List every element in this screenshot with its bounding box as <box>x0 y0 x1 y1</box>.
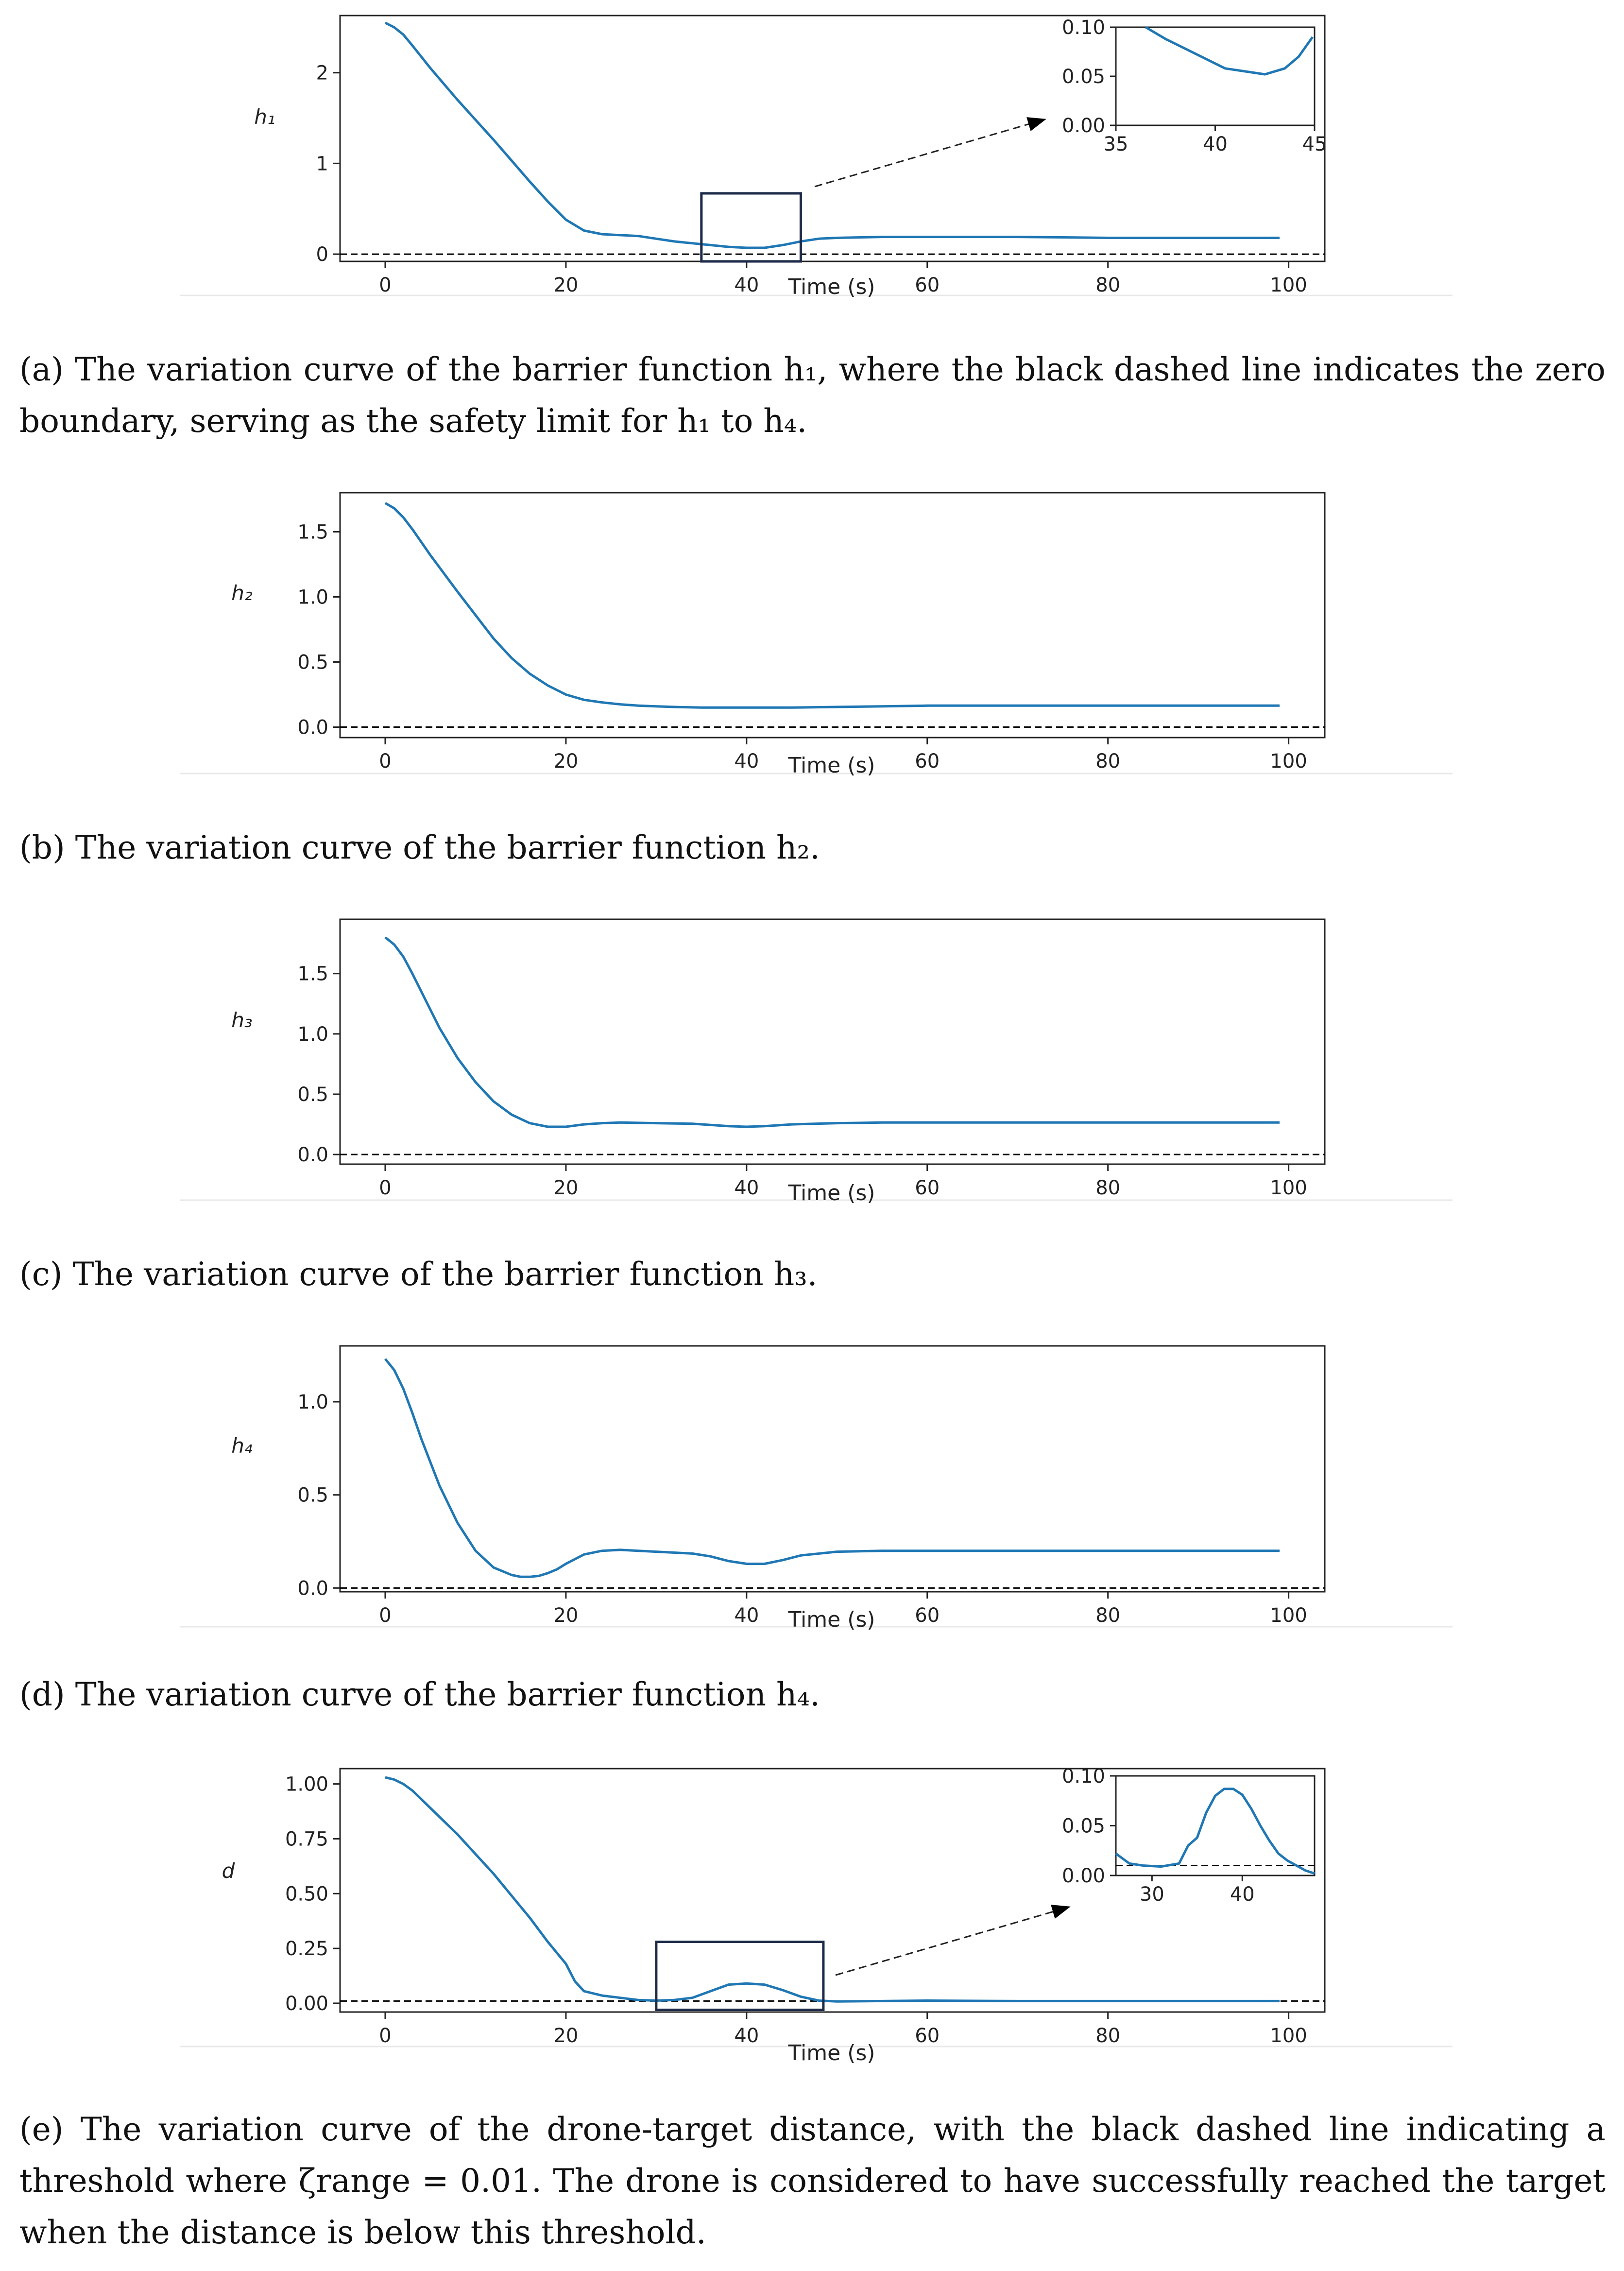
inset-x-tick-label: 30 <box>1139 1883 1164 1906</box>
x-tick-label: 40 <box>734 1177 759 1199</box>
x-axis-label: Time (s) <box>788 1181 875 1205</box>
y-tick-label: 1.0 <box>297 1023 328 1046</box>
x-tick-label: 0 <box>379 2025 392 2047</box>
x-axis-label: Time (s) <box>788 753 875 778</box>
y-tick-label: 0.0 <box>297 716 328 739</box>
y-tick-label: 0.50 <box>285 1883 328 1906</box>
y-tick-label: 0 <box>316 243 328 266</box>
chart-panel-c <box>180 919 1453 1205</box>
series-line-b <box>385 503 1280 707</box>
x-tick-label: 40 <box>734 2025 759 2047</box>
inset-y-tick-label: 0.05 <box>1061 1815 1105 1838</box>
inset-y-tick-label: 0.00 <box>1061 1865 1105 1887</box>
x-tick-label: 20 <box>553 274 579 296</box>
zoom-arrow-line <box>836 1907 1069 1975</box>
x-tick-label: 60 <box>915 1177 940 1199</box>
y-tick-label: 0.5 <box>297 1484 328 1507</box>
y-axis-label: d <box>222 1859 235 1883</box>
y-tick-label: 1 <box>316 153 328 175</box>
inset-e <box>836 1765 1315 1975</box>
inset-frame <box>1116 27 1315 125</box>
y-tick-label: 1.0 <box>297 586 328 609</box>
y-axis-label: h₄ <box>231 1434 253 1458</box>
inset-y-tick-label: 0.00 <box>1061 115 1105 137</box>
y-tick-label: 1.00 <box>285 1773 328 1796</box>
inset-x-tick-label: 45 <box>1302 133 1327 155</box>
x-tick-label: 40 <box>734 274 759 296</box>
y-tick-label: 0.00 <box>285 1992 328 2015</box>
x-tick-label: 60 <box>915 1604 940 1627</box>
x-tick-label: 100 <box>1270 1604 1307 1627</box>
y-tick-label: 1.0 <box>297 1391 328 1413</box>
inset-a <box>815 17 1327 187</box>
inset-y-tick-label: 0.05 <box>1061 66 1105 88</box>
x-tick-label: 40 <box>734 1604 759 1627</box>
y-tick-label: 0.0 <box>297 1144 328 1167</box>
inset-x-tick-label: 40 <box>1230 1883 1255 1906</box>
caption-a: (a) The variation curve of the barrier function h₁, where the black dashed line indicates the zero boundary, serving as the safety limit for h₁ to h₄. <box>19 351 1606 440</box>
x-tick-label: 80 <box>1095 1604 1121 1627</box>
y-tick-label: 1.5 <box>297 521 328 544</box>
caption-c: (c) The variation curve of the barrier function h₃. <box>19 1256 818 1293</box>
zoom-arrow-head <box>1026 117 1046 131</box>
y-axis-label: h₃ <box>231 1008 253 1032</box>
y-tick-label: 1.5 <box>297 963 328 985</box>
zoom-box <box>701 193 801 261</box>
y-axis-label: h₁ <box>254 105 275 129</box>
caption-b: (b) The variation curve of the barrier function h₂. <box>19 829 820 866</box>
y-tick-label: 0.75 <box>285 1828 328 1851</box>
chart-panel-a <box>180 16 1453 299</box>
x-tick-label: 0 <box>379 750 392 773</box>
x-tick-label: 80 <box>1095 274 1121 296</box>
x-tick-label: 0 <box>379 1604 392 1627</box>
x-tick-label: 80 <box>1095 750 1121 773</box>
x-tick-label: 20 <box>553 2025 579 2047</box>
x-tick-label: 60 <box>915 2025 940 2047</box>
y-tick-label: 0.0 <box>297 1577 328 1600</box>
y-tick-label: 0.5 <box>297 1084 328 1106</box>
caption-d: (d) The variation curve of the barrier function h₄. <box>19 1676 820 1713</box>
x-tick-label: 0 <box>379 1177 392 1199</box>
inset-y-tick-label: 0.10 <box>1061 17 1105 39</box>
zoom-arrow-head <box>1051 1905 1071 1919</box>
series-line-d <box>385 1359 1280 1577</box>
x-tick-label: 20 <box>553 1604 579 1627</box>
inset-y-tick-label: 0.10 <box>1061 1765 1105 1788</box>
x-axis-label: Time (s) <box>788 275 875 299</box>
plot-frame <box>340 1346 1325 1592</box>
x-axis-label: Time (s) <box>788 2041 875 2065</box>
plot-frame <box>340 493 1325 738</box>
x-tick-label: 100 <box>1270 274 1307 296</box>
y-tick-label: 0.5 <box>297 651 328 674</box>
series-line-c <box>385 937 1280 1127</box>
x-axis-label: Time (s) <box>788 1607 875 1632</box>
zoom-arrow-line <box>815 120 1044 187</box>
chart-panel-e <box>180 1765 1453 2065</box>
x-tick-label: 60 <box>915 274 940 296</box>
x-tick-label: 100 <box>1270 1177 1307 1199</box>
x-tick-label: 80 <box>1095 1177 1121 1199</box>
x-tick-label: 40 <box>734 750 759 773</box>
y-tick-label: 0.25 <box>285 1938 328 1961</box>
x-tick-label: 0 <box>379 274 392 296</box>
x-tick-label: 20 <box>553 1177 579 1199</box>
y-axis-label: h₂ <box>231 581 253 605</box>
y-tick-label: 2 <box>316 62 328 85</box>
caption-e: (e) The variation curve of the drone-target distance, with the black dashed line indicating a threshold where ζrange = 0.01. The drone is considered to have successfully reached the target when the distance is below this threshold. <box>19 2111 1606 2251</box>
plot-frame <box>340 919 1325 1164</box>
x-tick-label: 100 <box>1270 750 1307 773</box>
chart-panel-b <box>180 493 1453 778</box>
chart-panel-d <box>180 1346 1453 1632</box>
inset-x-tick-label: 40 <box>1203 133 1228 155</box>
x-tick-label: 60 <box>915 750 940 773</box>
x-tick-label: 100 <box>1270 2025 1307 2047</box>
x-tick-label: 20 <box>553 750 579 773</box>
x-tick-label: 80 <box>1095 2025 1121 2047</box>
inset-frame <box>1116 1776 1315 1875</box>
inset-x-tick-label: 35 <box>1103 133 1128 155</box>
